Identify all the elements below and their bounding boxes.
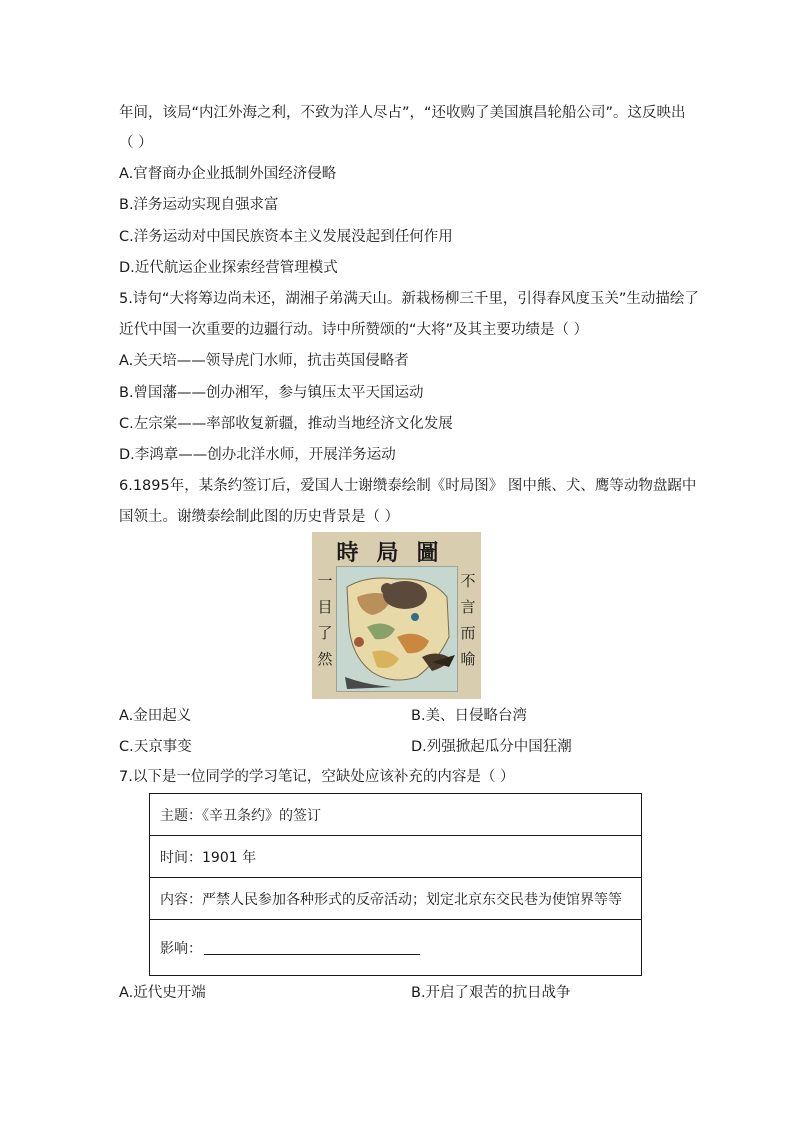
right-char: 不 <box>460 572 476 590</box>
figure-title: 時局圖 <box>336 540 457 566</box>
q4-option-b[interactable]: B.洋务运动实现自强求富 <box>119 197 279 213</box>
shiju-tu-illustration <box>312 532 481 699</box>
left-char: 目 <box>317 598 333 616</box>
left-char: 了 <box>317 624 333 642</box>
left-char: 一 <box>317 572 333 590</box>
q6-stem-line-2: 国领土。谢缵泰绘制此图的历史背景是（ ） <box>119 509 400 525</box>
q5-option-d[interactable]: D.李鸿章——创办北洋水师，开展洋务运动 <box>119 447 396 463</box>
study-notes-table <box>149 793 642 976</box>
q6-stem-line-1: 6.1895年，某条约签订后，爱国人士谢缵泰绘制《时局图》 图中熊、犬、鹰等动物盘踞中 <box>119 478 697 494</box>
q5-stem-line-2: 近代中国一次重要的边疆行动。诗中所赞颂的“大将”及其主要功绩是（ ） <box>119 322 589 338</box>
q7-option-a[interactable]: A.近代史开端 <box>119 985 206 1001</box>
notes-row-time <box>150 836 641 878</box>
q4-option-d[interactable]: D.近代航运企业探索经营管理模式 <box>119 260 338 276</box>
q4-text-line-1: 年间，该局“内江外海之利，不致为洋人尽占”，“还收购了美国旗昌轮船公司”。这反映出 <box>119 105 686 121</box>
q7-stem: 7.以下是一位同学的学习笔记，空缺处应该补充的内容是（ ） <box>119 769 515 785</box>
notes-row-impact <box>150 920 641 975</box>
notes-time: 时间：1901 年 <box>160 849 257 866</box>
q6-option-c[interactable]: C.天京事变 <box>119 739 192 755</box>
impact-blank-line[interactable] <box>204 940 420 955</box>
q5-option-a[interactable]: A.关天培——领导虎门水师，抗击英国侵略者 <box>119 353 409 369</box>
notes-content: 内容：严禁人民参加各种形式的反帝活动；划定北京东交民巷为使馆界等等 <box>160 891 622 908</box>
notes-topic: 主题：《辛丑条约》的签订 <box>160 807 321 824</box>
q6-option-b[interactable]: B.美、日侵略台湾 <box>411 708 528 724</box>
figure-left-caption <box>315 568 335 672</box>
figure-right-caption <box>458 568 478 672</box>
q5-option-b[interactable]: B.曾国藩——创办湘军，参与镇压太平天国运动 <box>119 385 424 401</box>
q4-option-a[interactable]: A.官督商办企业抵制外国经济侵略 <box>119 166 337 182</box>
china-map-drawing <box>336 566 458 692</box>
q6-option-a[interactable]: A.金田起义 <box>119 708 192 724</box>
notes-row-content <box>150 878 641 920</box>
right-char: 而 <box>460 624 476 642</box>
q7-option-b[interactable]: B.开启了艰苦的抗日战争 <box>411 985 571 1001</box>
notes-row-topic <box>150 794 641 836</box>
left-char: 然 <box>317 650 333 668</box>
q5-stem-line-1: 5.诗句“大将筹边尚未还，湖湘子弟满天山。新栽杨柳三千里，引得春风度玉关”生动描绘了 <box>119 291 699 307</box>
right-char: 喻 <box>460 650 476 668</box>
map-art-icon <box>337 567 457 691</box>
q4-answer-bracket: （ ） <box>119 135 153 151</box>
notes-impact-label: 影响： <box>160 940 202 957</box>
q6-option-d[interactable]: D.列强掀起瓜分中国狂潮 <box>411 739 572 755</box>
right-char: 言 <box>460 598 476 616</box>
q5-option-c[interactable]: C.左宗棠——率部收复新疆，推动当地经济文化发展 <box>119 416 453 432</box>
q4-option-c[interactable]: C.洋务运动对中国民族资本主义发展没起到任何作用 <box>119 229 453 245</box>
